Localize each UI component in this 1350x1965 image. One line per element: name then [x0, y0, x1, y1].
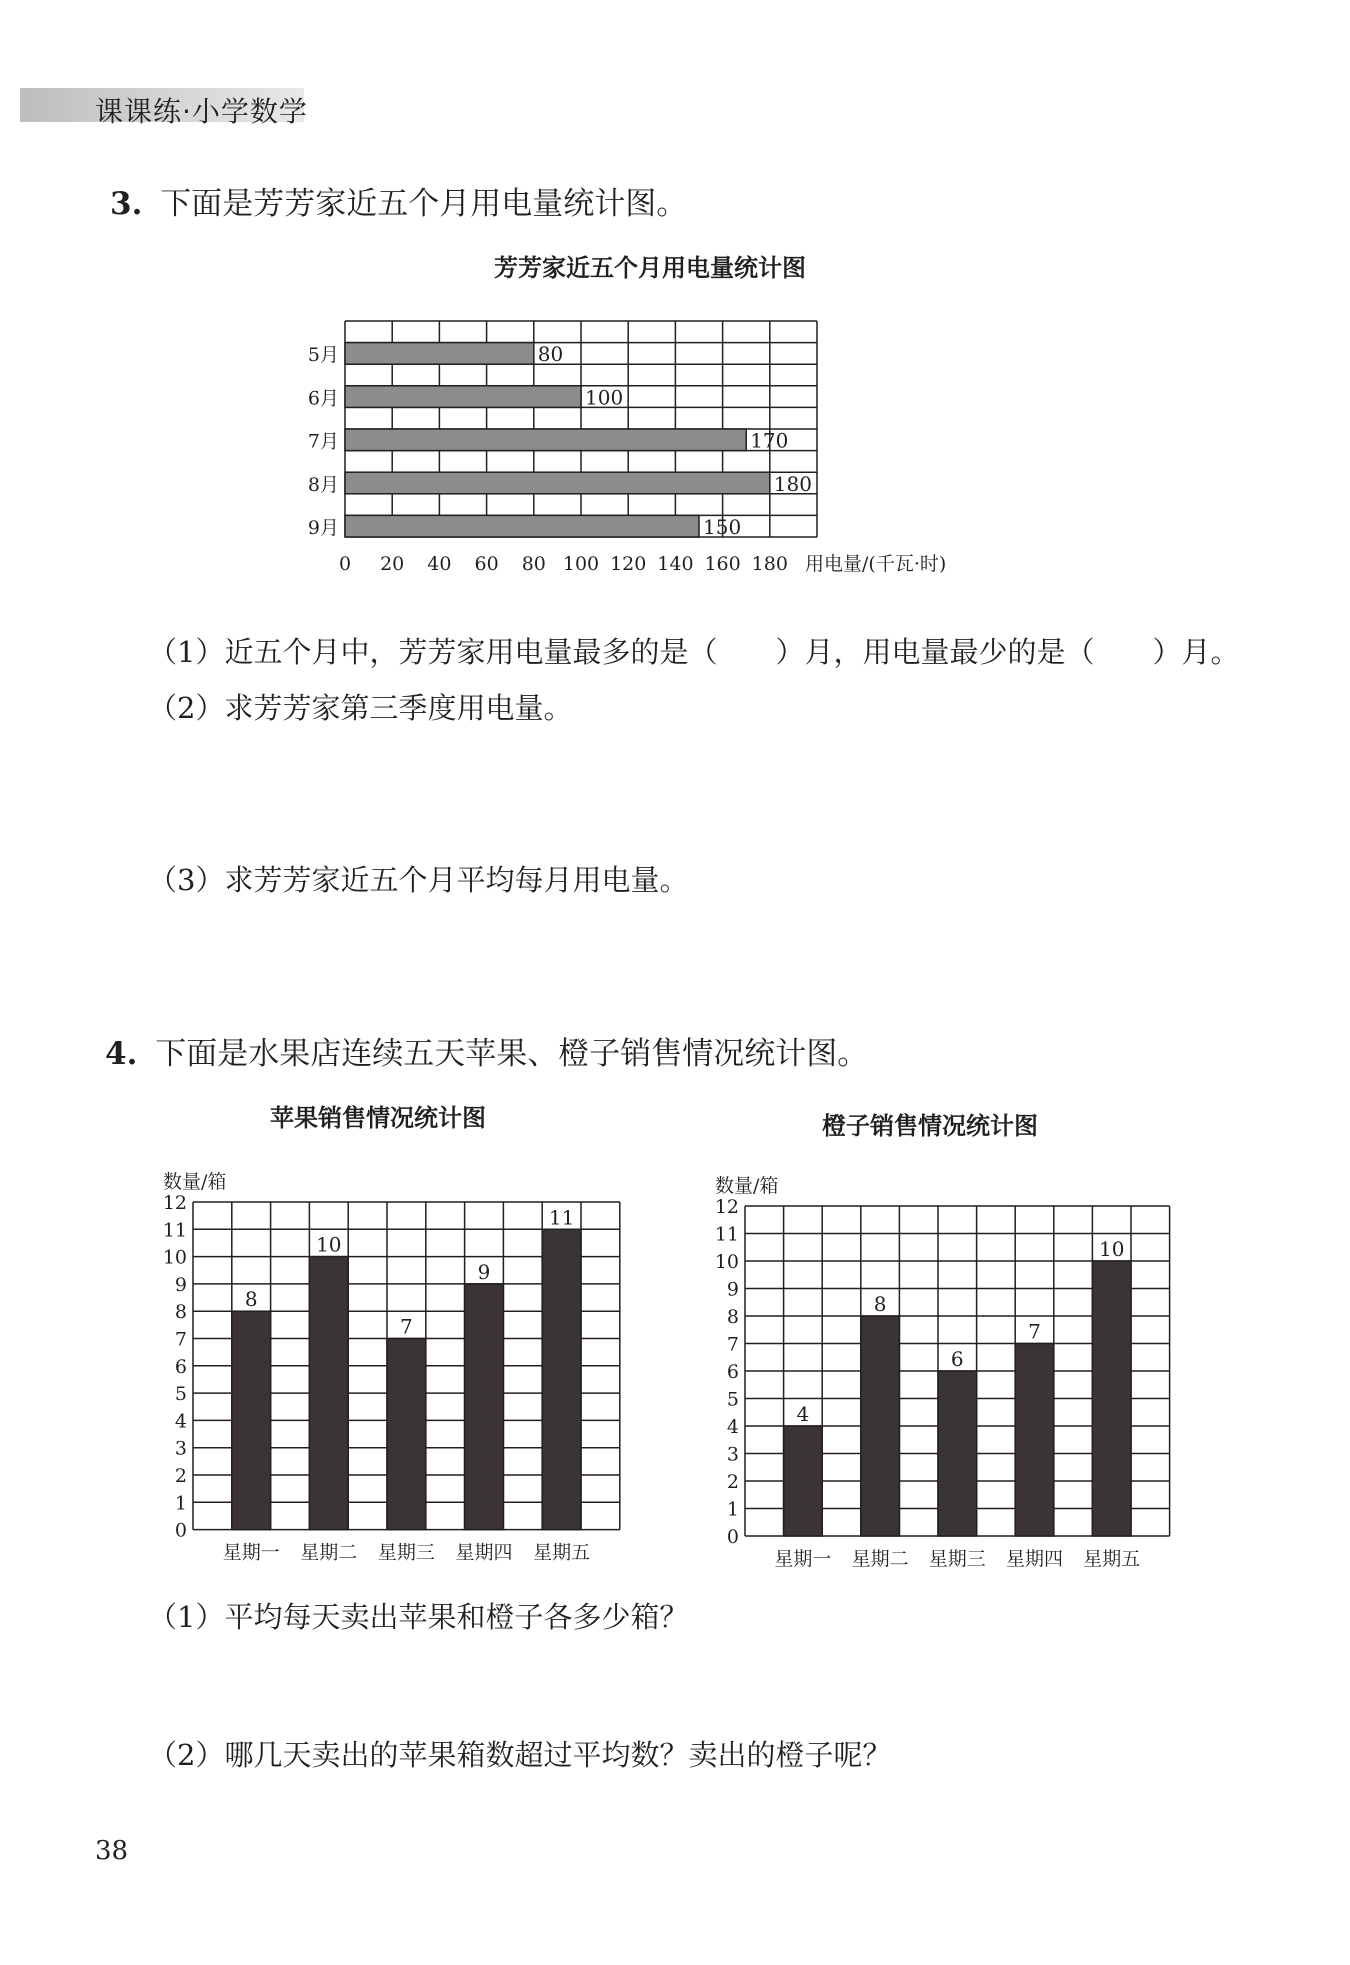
question-3-sub-2: （2）求芳芳家第三季度用电量。 — [148, 691, 573, 725]
tick-label: 2 — [726, 1471, 739, 1493]
book-title: 课课练·小学数学 — [95, 95, 308, 128]
bar — [938, 1371, 977, 1536]
tick-label: 4 — [174, 1410, 187, 1433]
data-label: 8 — [873, 1292, 887, 1316]
question-3-number: 3. — [110, 186, 143, 222]
tick-label: 1 — [174, 1492, 187, 1515]
category-label: 8月 — [307, 473, 339, 496]
category-label: 星期四 — [1005, 1548, 1064, 1570]
data-label: 4 — [796, 1402, 810, 1426]
tick-label: 0 — [726, 1526, 739, 1548]
category-label: 星期四 — [455, 1541, 513, 1564]
data-label: 11 — [548, 1205, 575, 1230]
tick-label: 10 — [162, 1246, 187, 1269]
axis-label: 数量/箱 — [715, 1175, 779, 1197]
data-label: 8 — [244, 1287, 258, 1312]
tick-label: 8 — [174, 1301, 187, 1324]
data-label: 6 — [950, 1347, 964, 1371]
tick-label: 11 — [162, 1219, 187, 1242]
question-3-sub-1: （1）近五个月中，芳芳家用电量最多的是（ ）月，用电量最少的是（ ）月。 — [148, 635, 1240, 669]
tick-label: 160 — [704, 553, 741, 575]
data-label: 9 — [477, 1259, 491, 1284]
data-label: 100 — [585, 385, 624, 410]
tick-label: 12 — [714, 1196, 739, 1218]
tick-label: 7 — [726, 1333, 739, 1356]
category-label: 5月 — [307, 344, 339, 367]
tick-label: 3 — [726, 1443, 739, 1466]
category-label: 星期一 — [774, 1548, 832, 1570]
tick-label: 2 — [174, 1465, 187, 1487]
tick-label: 3 — [174, 1437, 187, 1460]
tick-label: 4 — [726, 1416, 739, 1438]
tick-label: 120 — [610, 553, 647, 575]
category-label: 星期三 — [377, 1541, 435, 1564]
data-label: 7 — [400, 1314, 413, 1339]
category-label: 7月 — [307, 430, 339, 453]
tick-label: 20 — [380, 553, 405, 575]
category-label: 9月 — [307, 517, 339, 539]
data-label: 10 — [1098, 1237, 1125, 1261]
axis-label: 用电量/(千瓦·时) — [805, 553, 947, 575]
tick-label: 9 — [726, 1278, 739, 1301]
tick-label: 12 — [162, 1192, 187, 1214]
data-label: 10 — [316, 1232, 342, 1257]
category-label: 星期二 — [851, 1548, 909, 1570]
tick-label: 6 — [174, 1355, 187, 1378]
tick-label: 60 — [474, 553, 499, 575]
data-label: 150 — [703, 515, 742, 539]
data-label: 7 — [1028, 1319, 1041, 1344]
tick-label: 8 — [726, 1306, 739, 1328]
chart-title-electricity: 芳芳家近五个月用电量统计图 — [494, 254, 806, 282]
category-label: 星期三 — [928, 1548, 986, 1570]
bar — [861, 1316, 900, 1536]
tick-label: 6 — [726, 1361, 739, 1383]
question-4-sub-2: （2）哪几天卖出的苹果箱数超过平均数？卖出的橙子呢？ — [148, 1738, 892, 1772]
data-label: 180 — [773, 471, 812, 496]
tick-label: 9 — [174, 1273, 187, 1296]
tick-label: 1 — [726, 1498, 739, 1521]
axis-label: 数量/箱 — [163, 1171, 227, 1193]
bar — [1092, 1261, 1131, 1536]
tick-label: 7 — [174, 1328, 187, 1351]
tick-label: 40 — [427, 553, 452, 575]
data-label: 170 — [750, 428, 789, 453]
tick-label: 80 — [521, 553, 546, 575]
page-number: 38 — [95, 1836, 129, 1866]
chart-title-apple: 苹果销售情况统计图 — [270, 1104, 486, 1132]
tick-label: 5 — [174, 1383, 187, 1406]
category-label: 星期一 — [222, 1541, 280, 1564]
category-label: 星期二 — [300, 1541, 358, 1564]
chart-title-orange: 橙子销售情况统计图 — [822, 1112, 1038, 1140]
data-label: 80 — [537, 342, 564, 367]
category-label: 星期五 — [533, 1541, 591, 1564]
tick-label: 5 — [726, 1388, 739, 1411]
category-label: 6月 — [307, 387, 339, 410]
bar — [1015, 1344, 1054, 1537]
tick-label: 180 — [751, 553, 788, 575]
tick-label: 10 — [714, 1251, 739, 1273]
question-3-sub-3: （3）求芳芳家近五个月平均每月用电量。 — [148, 863, 689, 897]
question-4-sub-1: （1）平均每天卖出苹果和橙子各多少箱？ — [148, 1600, 689, 1634]
tick-label: 0 — [338, 553, 352, 575]
question-4-number: 4. — [105, 1036, 138, 1072]
tick-label: 140 — [657, 553, 694, 575]
question-3-text: 下面是芳芳家近五个月用电量统计图。 — [160, 186, 688, 222]
tick-label: 0 — [174, 1519, 187, 1542]
tick-label: 100 — [562, 553, 600, 575]
tick-label: 11 — [714, 1223, 739, 1246]
category-label: 星期五 — [1083, 1548, 1141, 1570]
question-4-text: 下面是水果店连续五天苹果、橙子销售情况统计图。 — [155, 1036, 869, 1072]
bar — [784, 1426, 823, 1536]
